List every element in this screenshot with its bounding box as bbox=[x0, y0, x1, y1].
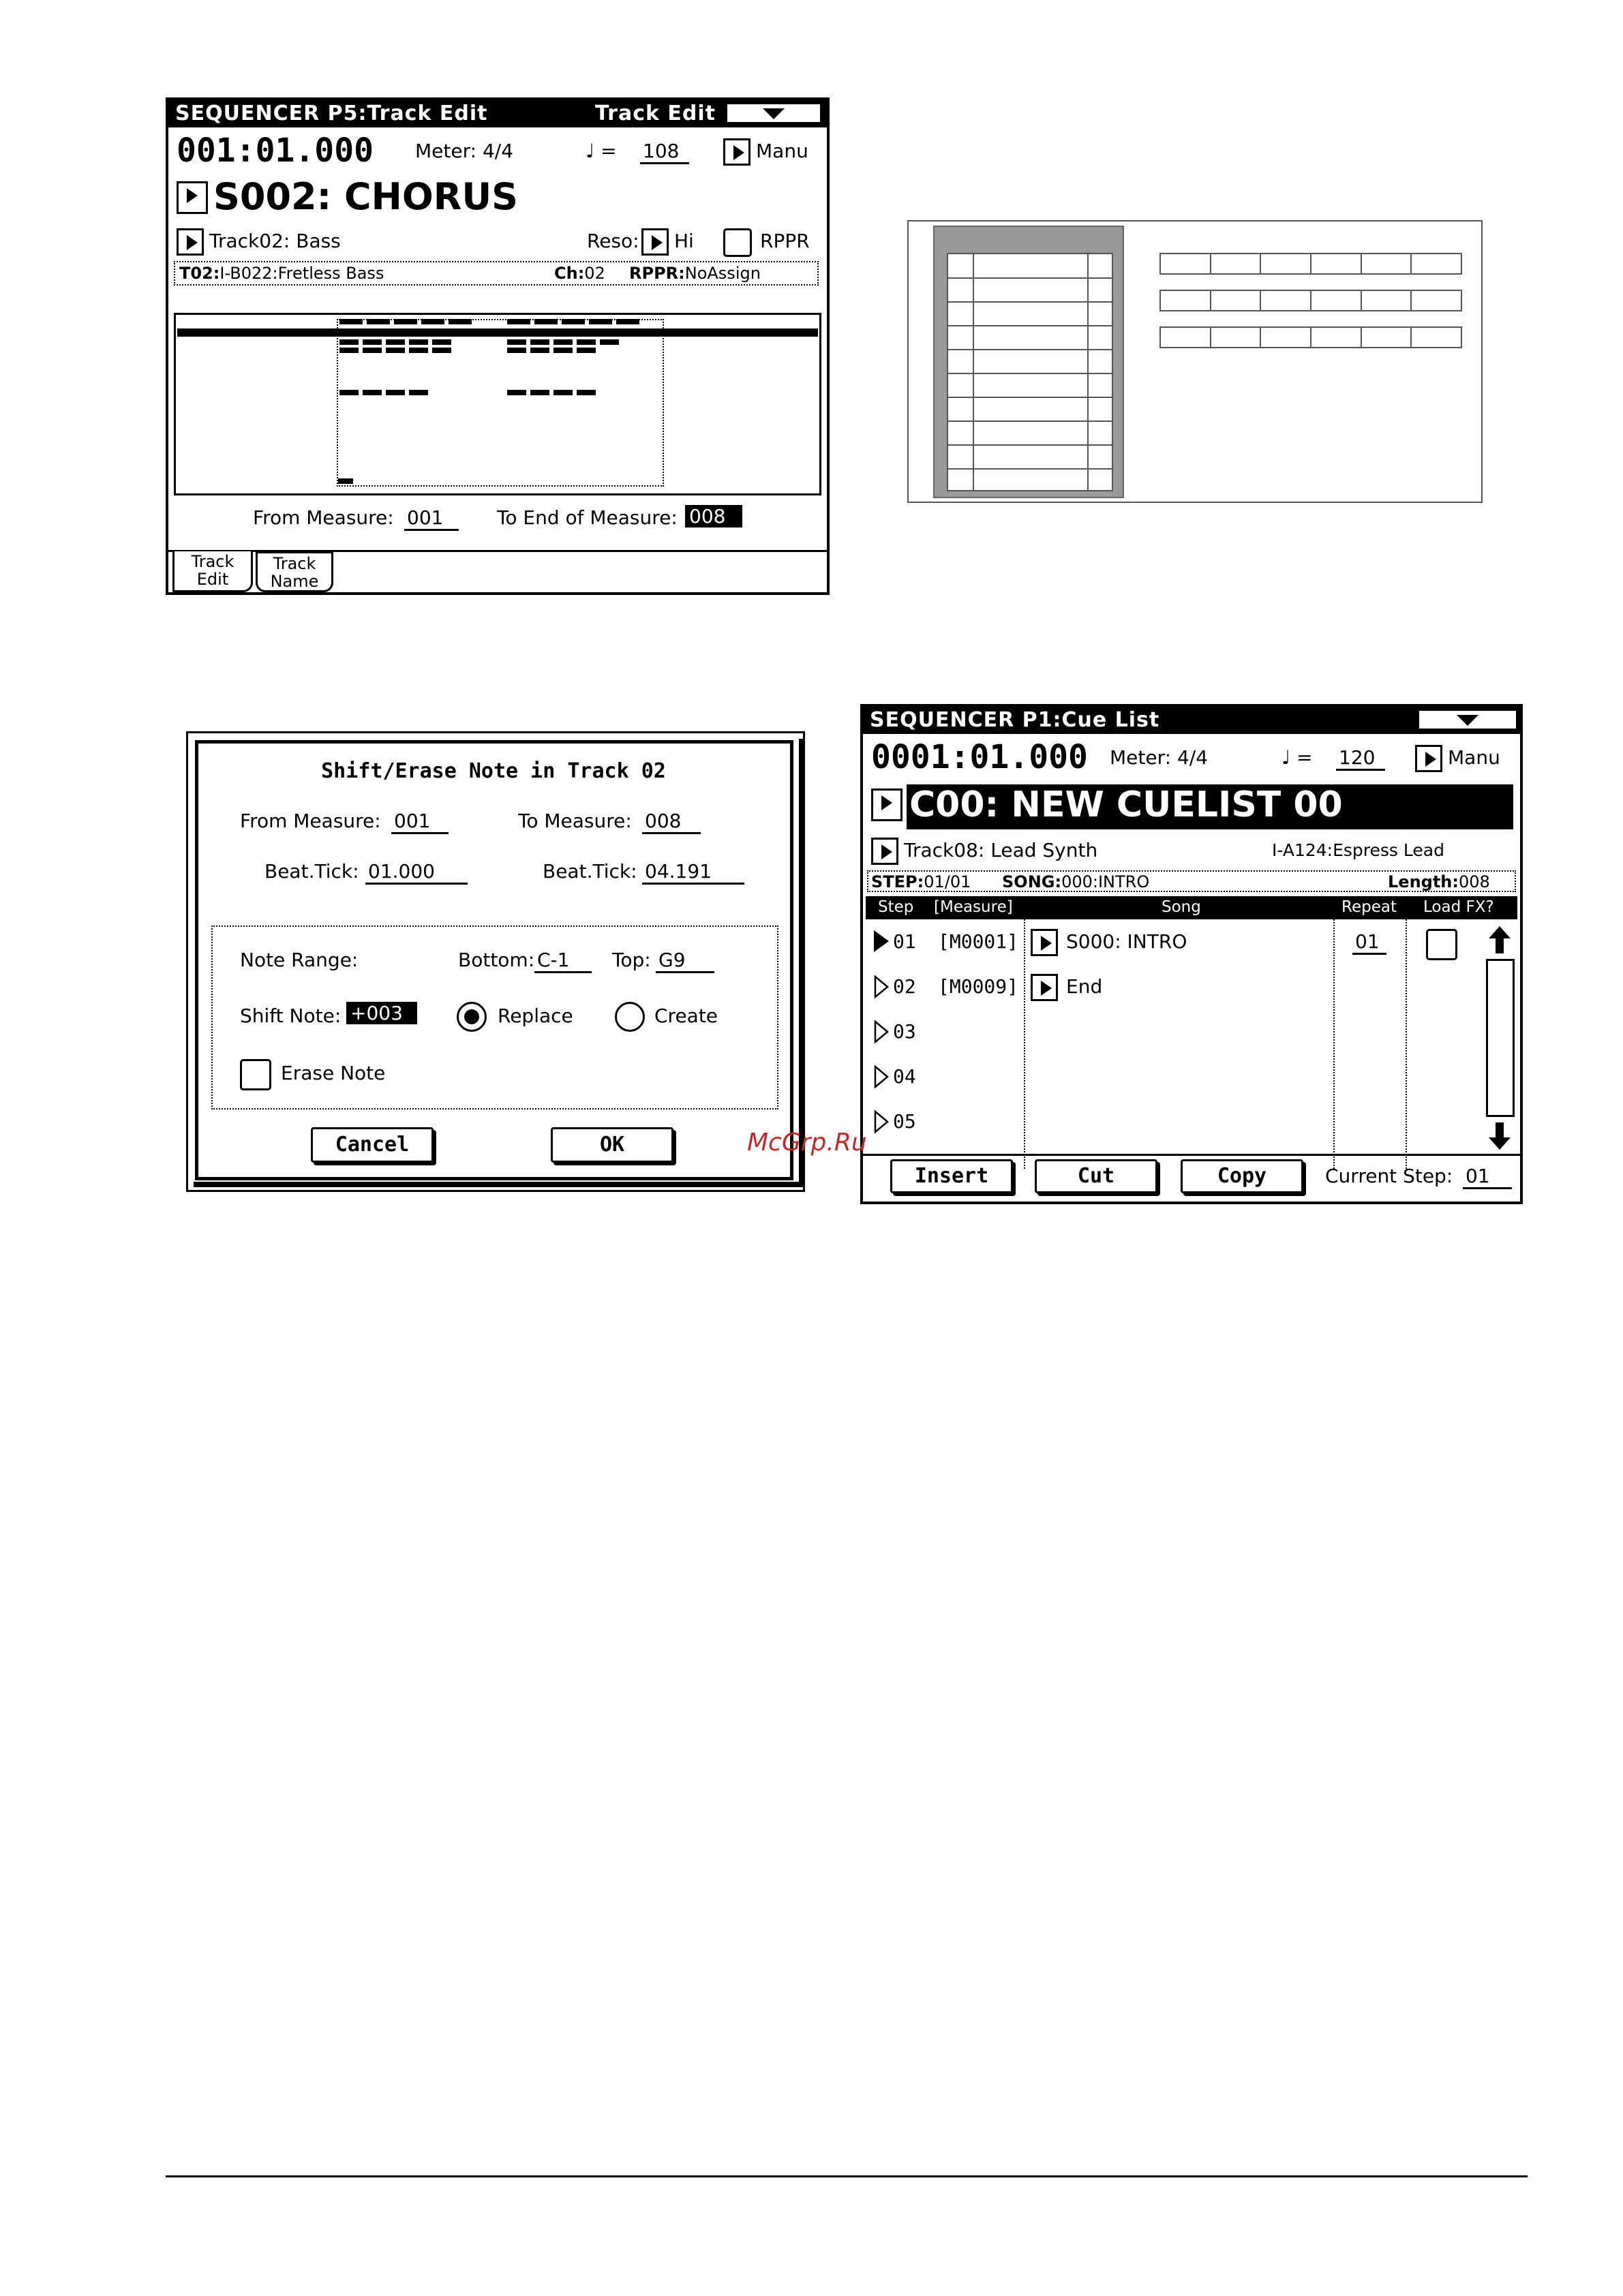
load-fx-checkbox[interactable] bbox=[1426, 929, 1457, 960]
info-ch: 02 bbox=[584, 264, 605, 283]
note-bar bbox=[562, 319, 585, 324]
list-item[interactable] bbox=[866, 1061, 1022, 1102]
ok-button[interactable]: OK bbox=[551, 1127, 673, 1163]
reso-label: Reso: bbox=[587, 230, 639, 252]
note-bar bbox=[363, 348, 382, 353]
from-beat-tick-label: Beat.Tick: bbox=[264, 860, 359, 883]
location-display[interactable]: 0001:01.000 bbox=[871, 738, 1088, 776]
track-select-button[interactable] bbox=[871, 838, 898, 865]
tempo-symbol: ♩ = bbox=[586, 140, 617, 162]
list-item[interactable] bbox=[866, 1106, 1022, 1147]
top-label: Top: bbox=[612, 949, 651, 971]
from-beat-tick-field[interactable]: 01.000 bbox=[365, 860, 468, 885]
grid-strip-3 bbox=[1159, 326, 1462, 348]
step-icon bbox=[874, 975, 889, 997]
note-range-label: Note Range: bbox=[240, 949, 359, 971]
cue-list-title-bar bbox=[863, 707, 1520, 734]
copy-button[interactable]: Copy bbox=[1181, 1159, 1303, 1193]
col-repeat: Repeat bbox=[1341, 898, 1397, 916]
to-end-field[interactable]: 008 bbox=[685, 505, 742, 527]
from-measure-field[interactable]: 001 bbox=[404, 506, 459, 531]
meter-label: Meter: 4/4 bbox=[1110, 746, 1209, 769]
step-number: 04 bbox=[893, 1065, 916, 1088]
arrow-up-icon bbox=[1483, 923, 1516, 956]
tempo-mode-button[interactable] bbox=[1415, 745, 1442, 772]
step-icon bbox=[874, 1020, 889, 1046]
note-bar bbox=[339, 348, 359, 353]
watermark: McGrp.Ru bbox=[747, 1129, 867, 1157]
page-menu-button[interactable] bbox=[1418, 709, 1517, 730]
chevron-down-icon bbox=[763, 108, 785, 119]
col-measure: [Measure] bbox=[934, 898, 1013, 916]
tab-track-edit-label: Track Edit bbox=[191, 552, 234, 589]
replace-radio[interactable] bbox=[457, 1002, 487, 1032]
note-bar bbox=[616, 319, 639, 324]
list-item[interactable] bbox=[866, 926, 1486, 967]
page-title: SEQUENCER P1:Cue List bbox=[870, 708, 1160, 732]
track-select-button[interactable] bbox=[177, 228, 204, 256]
from-measure-field[interactable]: 001 bbox=[391, 810, 449, 834]
cuelist-select-button[interactable] bbox=[871, 789, 902, 821]
erase-note-label: Erase Note bbox=[281, 1062, 386, 1084]
cut-button[interactable]: Cut bbox=[1035, 1159, 1157, 1193]
list-item[interactable] bbox=[866, 971, 1486, 1012]
track-view[interactable] bbox=[174, 313, 821, 495]
erase-note-checkbox[interactable] bbox=[240, 1059, 271, 1090]
song-select-button[interactable] bbox=[1031, 974, 1058, 1001]
col-song: Song bbox=[1162, 898, 1201, 916]
scroll-up-button[interactable] bbox=[1483, 923, 1516, 956]
location-display[interactable]: 001:01.000 bbox=[177, 132, 374, 170]
bottom-label: Bottom: bbox=[458, 949, 535, 971]
note-bar bbox=[553, 390, 573, 395]
note-bar bbox=[409, 339, 428, 345]
to-measure-field[interactable]: 008 bbox=[642, 810, 701, 834]
note-bar bbox=[507, 319, 530, 324]
tab-track-edit[interactable] bbox=[172, 551, 253, 592]
note-bar bbox=[553, 348, 573, 353]
note-bar bbox=[577, 348, 596, 353]
note-bar bbox=[577, 339, 596, 345]
create-radio[interactable] bbox=[615, 1002, 645, 1032]
grid-strip-1 bbox=[1159, 253, 1462, 275]
tempo-mode-label: Manu bbox=[756, 140, 808, 162]
note-bar bbox=[386, 339, 405, 345]
song-select-button[interactable] bbox=[1031, 929, 1058, 956]
reso-select-button[interactable] bbox=[641, 228, 669, 256]
step-number: 03 bbox=[893, 1020, 916, 1043]
length-info-value: 008 bbox=[1459, 872, 1490, 891]
insert-button[interactable]: Insert bbox=[890, 1159, 1013, 1193]
note-bar bbox=[530, 339, 549, 345]
create-label: Create bbox=[654, 1005, 718, 1027]
rppr-label: RPPR bbox=[760, 230, 810, 252]
grid-strip-2 bbox=[1159, 290, 1462, 311]
note-bar bbox=[386, 390, 405, 395]
step-measure: [M0001] bbox=[938, 930, 1019, 953]
track-name: Track02: Bass bbox=[209, 230, 341, 252]
chevron-down-icon bbox=[1457, 715, 1478, 726]
note-bar bbox=[421, 319, 444, 324]
page-menu-label: Track Edit bbox=[595, 102, 716, 125]
shift-note-field[interactable]: +003 bbox=[346, 1002, 417, 1024]
info-program: I-B022:Fretless Bass bbox=[219, 264, 384, 283]
top-note-field[interactable]: G9 bbox=[656, 949, 714, 973]
length-info-label: Length: bbox=[1388, 872, 1459, 891]
note-bar bbox=[339, 339, 359, 345]
note-bar bbox=[409, 390, 428, 395]
bottom-note-field[interactable]: C-1 bbox=[534, 949, 592, 973]
note-bar bbox=[589, 319, 612, 324]
song-info-value: 000:INTRO bbox=[1061, 872, 1150, 891]
reso-value: Hi bbox=[674, 230, 694, 252]
step-song: End bbox=[1066, 975, 1103, 998]
page-footer-rule bbox=[166, 2175, 1528, 2177]
tab-track-name[interactable] bbox=[256, 551, 333, 592]
arrow-down-icon bbox=[1483, 1120, 1516, 1152]
dialog-title: Shift/Erase Note in Track 02 bbox=[321, 759, 666, 783]
step-info-bar bbox=[867, 870, 1516, 892]
step-icon bbox=[874, 1065, 889, 1091]
note-bar bbox=[432, 348, 451, 353]
step-icon bbox=[874, 1110, 889, 1136]
note-bar bbox=[363, 339, 382, 345]
note-bar bbox=[534, 319, 558, 324]
grid-panel bbox=[933, 226, 1124, 498]
current-step-label: Current Step: bbox=[1325, 1165, 1453, 1187]
page-title: SEQUENCER P5:Track Edit bbox=[175, 102, 488, 125]
tempo-field[interactable]: 108 bbox=[640, 140, 689, 164]
step-number: 01 bbox=[893, 930, 916, 953]
note-bar bbox=[507, 339, 526, 345]
cuelist-name-field[interactable] bbox=[907, 784, 1513, 829]
scrollbar-track[interactable] bbox=[1486, 959, 1515, 1117]
playhead-marker bbox=[338, 478, 353, 484]
note-bar bbox=[363, 390, 382, 395]
info-ch-label: Ch: bbox=[554, 264, 585, 283]
to-beat-tick-field[interactable]: 04.191 bbox=[642, 860, 744, 885]
list-item[interactable] bbox=[866, 1016, 1022, 1057]
note-bar bbox=[386, 348, 405, 353]
selected-step-icon bbox=[874, 930, 889, 952]
tempo-mode-label: Manu bbox=[1448, 746, 1500, 769]
track-edit-title-bar bbox=[168, 100, 827, 127]
note-bar bbox=[339, 319, 363, 324]
replace-label: Replace bbox=[498, 1005, 573, 1027]
shift-erase-dialog bbox=[186, 731, 805, 1192]
note-bar bbox=[530, 348, 549, 353]
info-rppr-label: RPPR: bbox=[629, 264, 685, 283]
note-bar bbox=[394, 319, 417, 324]
note-bar bbox=[432, 339, 451, 345]
col-load-fx: Load FX? bbox=[1423, 898, 1494, 916]
note-bar bbox=[530, 390, 549, 395]
note-bar bbox=[449, 319, 472, 324]
tab-track-name-label: Track Name bbox=[270, 554, 319, 591]
scroll-down-button[interactable] bbox=[1483, 1120, 1516, 1152]
note-bar bbox=[339, 390, 359, 395]
from-measure-label: From Measure: bbox=[240, 810, 381, 832]
to-end-label: To End of Measure: bbox=[497, 506, 678, 529]
note-bar bbox=[600, 339, 619, 345]
rppr-checkbox[interactable] bbox=[723, 228, 752, 257]
to-measure-label: To Measure: bbox=[518, 810, 632, 832]
step-repeat[interactable]: 01 bbox=[1352, 930, 1386, 955]
col-step: Step bbox=[878, 898, 914, 916]
keyboard-grid-diagram bbox=[907, 220, 1483, 503]
song-name: S002: CHORUS bbox=[213, 175, 519, 218]
cue-list-screen bbox=[860, 704, 1523, 1204]
note-bar bbox=[367, 319, 390, 324]
tempo-mode-button[interactable] bbox=[723, 138, 750, 166]
note-bar bbox=[507, 348, 526, 353]
grid-table bbox=[947, 253, 1113, 491]
note-bar bbox=[553, 339, 573, 345]
step-info-label: STEP: bbox=[871, 872, 924, 891]
step-number: 05 bbox=[893, 1110, 916, 1133]
meter-label: Meter: 4/4 bbox=[415, 140, 514, 162]
cancel-button[interactable]: Cancel bbox=[311, 1127, 434, 1163]
note-bar bbox=[409, 348, 428, 353]
song-select-button[interactable] bbox=[177, 181, 208, 214]
step-info-value: 01/01 bbox=[924, 872, 971, 891]
step-song: S000: INTRO bbox=[1066, 930, 1187, 953]
to-beat-tick-label: Beat.Tick: bbox=[543, 860, 637, 883]
current-step-field[interactable]: 01 bbox=[1463, 1165, 1512, 1189]
song-info-label: SONG: bbox=[1002, 872, 1062, 891]
track-edit-screen bbox=[166, 97, 830, 595]
info-track: T02: bbox=[179, 264, 220, 283]
tempo-symbol: ♩ = bbox=[1281, 746, 1313, 769]
page-menu-button[interactable] bbox=[726, 103, 821, 123]
shift-note-label: Shift Note: bbox=[240, 1005, 342, 1027]
step-measure: [M0009] bbox=[938, 975, 1019, 998]
cuelist-name: C00: NEW CUELIST 00 bbox=[909, 784, 1343, 825]
track-program: I-A124:Espress Lead bbox=[1272, 840, 1444, 860]
track-name: Track08: Lead Synth bbox=[904, 839, 1098, 861]
info-rppr: NoAssign bbox=[684, 264, 761, 283]
note-bar bbox=[577, 390, 596, 395]
track-info-bar bbox=[174, 261, 819, 286]
tempo-field[interactable]: 120 bbox=[1336, 746, 1385, 771]
from-measure-label: From Measure: bbox=[253, 506, 394, 529]
step-number: 02 bbox=[893, 975, 916, 998]
cue-table-header bbox=[866, 896, 1517, 919]
note-bar bbox=[507, 390, 526, 395]
